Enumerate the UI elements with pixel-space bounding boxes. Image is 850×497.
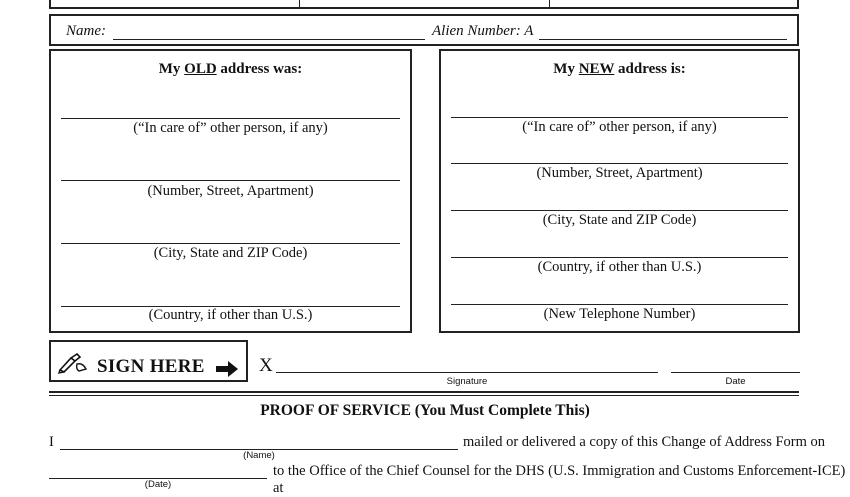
top-table-strip <box>49 0 799 9</box>
signature-caption: Signature <box>446 376 488 387</box>
proof-line1-text: mailed or delivered a copy of this Change of Address Form on <box>463 434 826 450</box>
new-address-box <box>439 49 800 333</box>
old-city-label: (City, State and ZIP Code) <box>153 245 308 261</box>
date-field[interactable] <box>671 355 800 373</box>
new-country-field[interactable] <box>451 256 788 258</box>
new-city-field[interactable] <box>451 209 788 211</box>
sign-here-box <box>49 340 248 382</box>
new-street-label: (Number, Street, Apartment) <box>536 165 703 181</box>
new-city-label: (City, State and ZIP Code) <box>542 212 697 228</box>
new-street-field[interactable] <box>451 162 788 164</box>
proof-date-caption: (Date) <box>144 479 172 490</box>
old-care-of-field[interactable] <box>61 117 400 119</box>
proof-date-field[interactable] <box>49 462 267 479</box>
section-divider <box>49 391 799 393</box>
signature-x-mark: X <box>259 355 273 376</box>
signature-field[interactable] <box>276 355 658 373</box>
alien-number-field[interactable] <box>539 23 787 40</box>
top-table-divider <box>549 0 550 9</box>
old-address-box <box>49 49 412 333</box>
proof-line1-prefix: I <box>49 434 54 450</box>
name-alien-box <box>49 14 799 46</box>
old-address-title: My OLD address was: <box>158 61 303 77</box>
name-label: Name: <box>66 23 106 39</box>
old-street-field[interactable] <box>61 179 400 181</box>
proof-name-field[interactable] <box>60 433 458 450</box>
top-table-divider <box>299 0 300 9</box>
name-field[interactable] <box>113 23 425 40</box>
section-divider <box>49 395 799 396</box>
proof-line2-text: to the Office of the Chief Counsel for the DHS (U.S. Immigration and Customs Enforcement-ICE) at <box>273 463 846 496</box>
new-care-of-label: (“In care of” other person, if any) <box>522 119 717 135</box>
date-caption: Date <box>725 376 746 387</box>
old-street-label: (Number, Street, Apartment) <box>147 183 314 199</box>
new-address-title: My NEW address is: <box>553 61 686 77</box>
sign-here-label: SIGN HERE <box>97 356 205 377</box>
new-country-label: (Country, if other than U.S.) <box>537 259 702 275</box>
old-care-of-label: (“In care of” other person, if any) <box>133 120 328 136</box>
new-telephone-field[interactable] <box>451 303 788 305</box>
new-care-of-field[interactable] <box>451 116 788 118</box>
proof-name-caption: (Name) <box>243 450 275 461</box>
writing-hand-icon <box>57 352 89 374</box>
old-country-label: (Country, if other than U.S.) <box>148 307 313 323</box>
new-telephone-label: (New Telephone Number) <box>543 306 696 322</box>
alien-number-label: Alien Number: A <box>432 23 534 39</box>
old-city-field[interactable] <box>61 242 400 244</box>
arrow-right-icon <box>214 360 240 378</box>
proof-of-service-title: PROOF OF SERVICE (You Must Complete This) <box>260 402 590 419</box>
